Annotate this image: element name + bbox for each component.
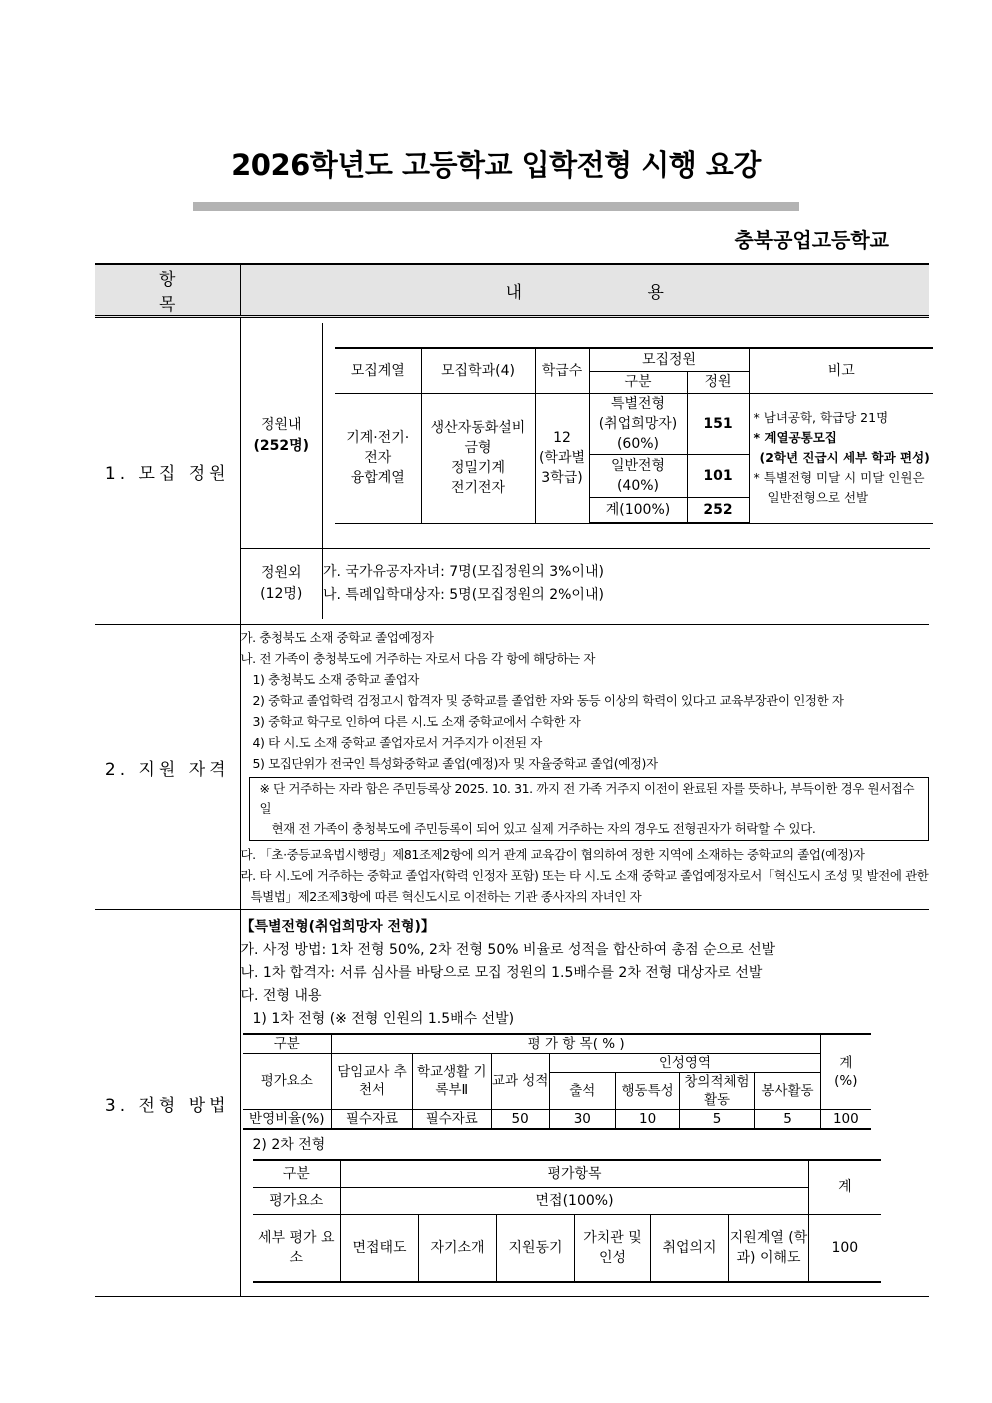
series-cell: 기계·전기· 전자 융합계열 (335, 394, 421, 524)
residence-note-box: ※ 단 거주하는 자라 함은 주민등록상 2025. 10. 31. 까지 전 가족 거주지 이전이 완료된 자를 뜻하나, 부득이한 경우 원서접수일 현재 전 가족이 충청북도에 주민등록이 되어 있고 실제 거주하는 자의 경우도 전형권자가 허락할 수 있다. (249, 777, 930, 841)
quota-inner-label: 정원내 (252명) (241, 323, 323, 549)
section1-name: 1. 모집 정원 (95, 317, 240, 625)
section3-content: 【특별전형(취업희망자 전형)】 가. 사정 방법: 1차 전형 50%, 2차 전형 50% 비율로 성적을 합산하여 총점 순으로 선발 나. 1차 합격자: 서류 심사를 바탕으로 모집 정원의 1.5배수를 2차 전형 대상자로 선발 다. 전형 내용 1) 1차 전형 (※ 전형 인원의 1.5배수 선발) 구분 평 가 항 목( % ) 계 (%) 평가요소 담임교사 추천서 학교생활 기록부Ⅱ 교과 성적 인성영역 출석 행동특성 창의적체험 활동 봉사활동 반영비율(%) 필수자료 필수자료 50 30 10 5 5 100 2) 2차 전형 구분 평가항목 계 평가요소 면접(100%) 세부 평가 요소 면접태도 자기소개 지원동기 가치관 및 인성 취업의지 지원계열 (학과) 이해도 100 (240, 910, 929, 1297)
col-note: 비고 (749, 348, 933, 394)
notes-cell: * 남녀공학, 학급당 21명 * 계열공통모집 (2학년 진급시 세부 학과 편성) * 특별전형 미달 시 미달 인원은 일반전형으로 선발 (749, 394, 933, 524)
total-count: 252 (687, 498, 749, 524)
total-label: 계(100%) (589, 498, 687, 524)
general-label: 일반전형 (40%) (589, 455, 687, 498)
special-count: 151 (687, 394, 749, 455)
general-count: 101 (687, 455, 749, 498)
section2-content: 가. 충청북도 소재 중학교 졸업예정자 나. 전 가족이 충청북도에 거주하는 자로서 다음 각 항에 해당하는 자 1) 충청북도 소재 중학교 졸업자 2) 중학교 졸업학력 검정고시 합격자 및 중학교를 졸업한 자와 동등 이상의 학력이 있다고 교육부장관이 인정한 자 3) 중학교 학구로 인하여 다른 시.도 소재 중학교에서 수학한 자 4) 타 시.도 소재 중학교 졸업자로서 거주지가 이전된 자 5) 모집단위가 전국인 특성화중학교 졸업(예정)자 및 자율중학교 졸업(예정)자 ※ 단 거주하는 자라 함은 주민등록상 2025. 10. 31. 까지 전 가족 거주지 이전이 완료된 자를 뜻하나, 부득이한 경우 원서접수일 현재 전 가족이 충청북도에 주민등록이 되어 있고 실제 거주하는 자의 경우도 전형권자가 허락할 수 있다. 다. 「초·중등교육법시행령」제81조제2항에 의거 관계 교육감이 협의하여 정한 지역에 소재하는 중학교의 졸업(예정)자 라. 타 시.도에 거주하는 중학교 졸업자(학력 인정자 포함) 또는 타 시.도 소재 중학교 졸업예정자로서「혁신도시 조성 및 발전에 관한 특별법」제2조제3항에 따른 혁신도시로 이전하는 기관 종사자의 자녀인 자 (240, 625, 929, 910)
col-quota: 모집정원 (589, 348, 749, 371)
second-stage-table: 구분 평가항목 계 평가요소 면접(100%) 세부 평가 요소 면접태도 자기소개 지원동기 가치관 및 인성 취업의지 지원계열 (학과) 이해도 100 (253, 1159, 881, 1283)
quota-extra: 가. 국가유공자자녀: 7명(모집정원의 3%이내) 나. 특례입학대상자: 5명(모집정원의 2%이내) (323, 564, 604, 603)
section3-name: 3. 전형 방법 (95, 910, 240, 1297)
admission-table (95, 263, 929, 1297)
col-series: 모집계열 (335, 348, 421, 394)
section2-name: 2. 지원 자격 (95, 625, 240, 910)
page-title: 2026학년도 고등학교 입학전형 시행 요강 (231, 148, 761, 182)
title-underline (193, 202, 799, 211)
first-stage-table: 구분 평 가 항 목( % ) 계 (%) 평가요소 담임교사 추천서 학교생활 기록부Ⅱ 교과 성적 인성영역 출석 행동특성 창의적체험 활동 봉사활동 반영비율(%) 필수자료 필수자료 50 30 10 5 5 100 (243, 1033, 871, 1130)
school-name: 충북공업고등학교 (734, 228, 889, 252)
col-count: 정원 (687, 371, 749, 393)
special-label: 특별전형 (취업희망자) (60%) (589, 394, 687, 455)
quota-extra-label: 정원외 (12명) (241, 549, 323, 620)
col-dept: 모집학과(4) (421, 348, 535, 394)
header-item: 항 목 (95, 264, 240, 317)
quota-table (335, 347, 933, 524)
header-content: 내 용 (240, 264, 929, 317)
dept-cell: 생산자동화설비 금형 정밀기계 전기전자 (421, 394, 535, 524)
col-classes: 학급수 (535, 348, 589, 394)
classes-cell: 12 (학과별 3학급) (535, 394, 589, 524)
section1-content (240, 317, 929, 625)
col-type: 구분 (589, 371, 687, 393)
